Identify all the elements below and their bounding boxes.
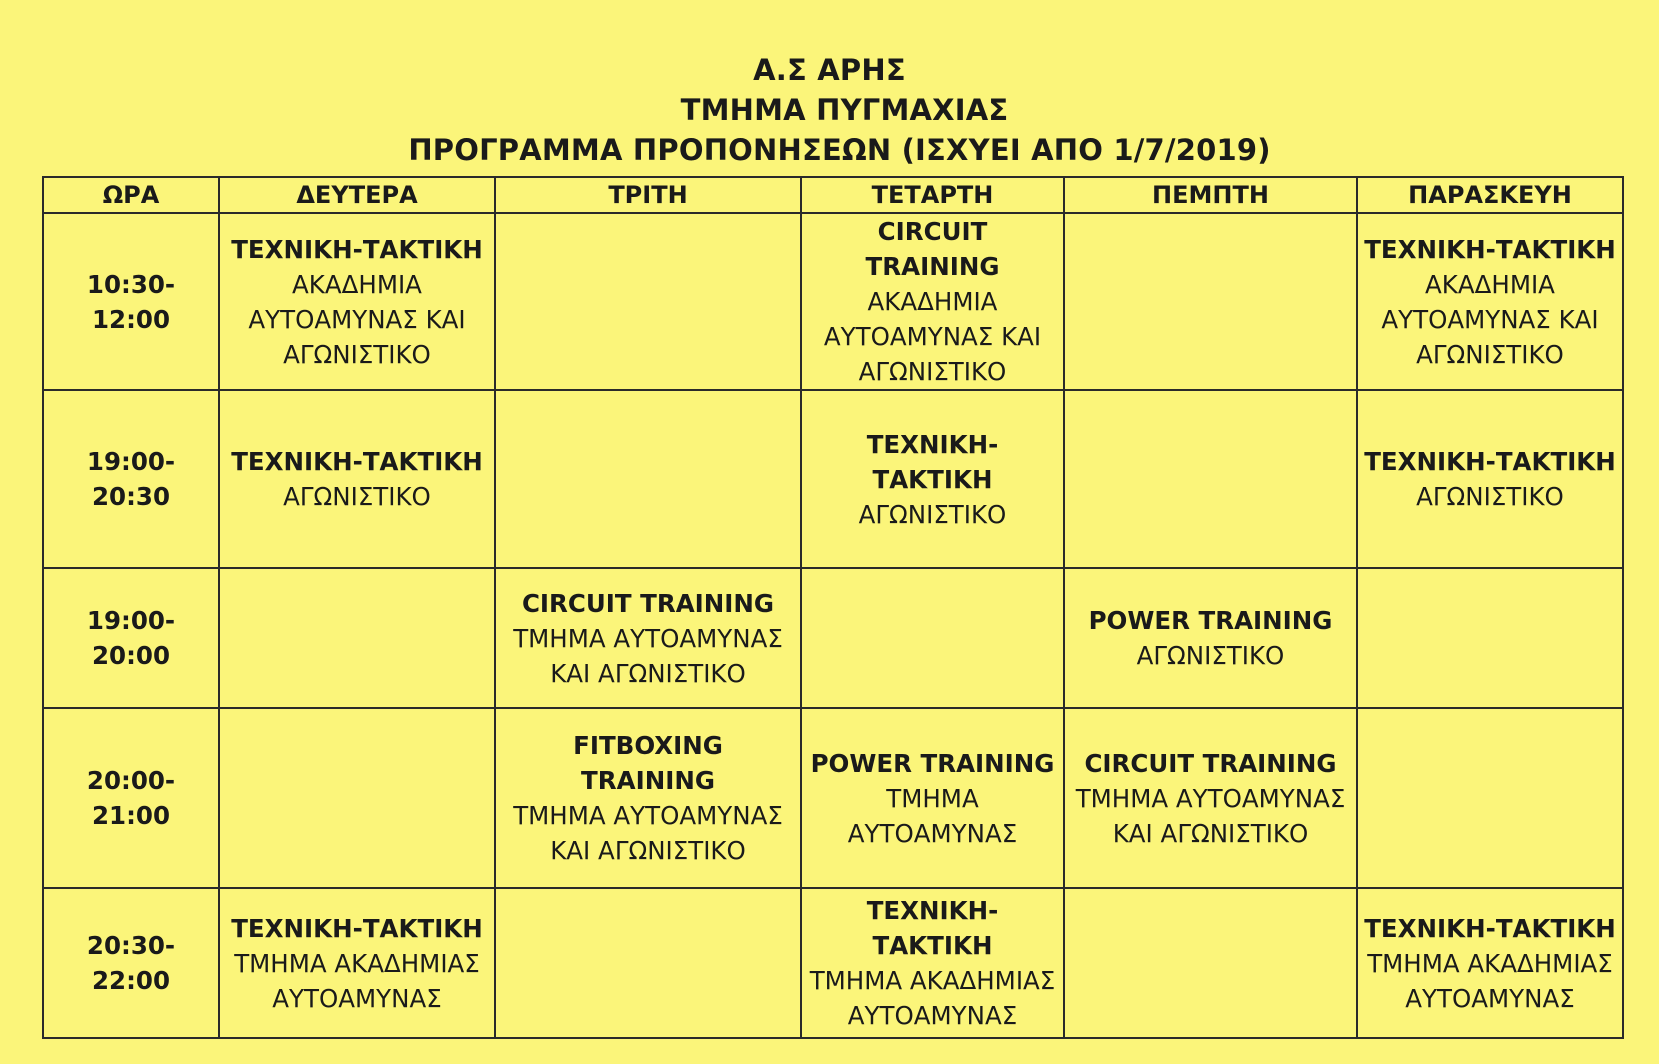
- table-row: [43, 888, 1623, 1038]
- schedule-cell: [1357, 708, 1623, 888]
- schedule-cell: [219, 213, 495, 390]
- activity-label: POWER TRAINING: [810, 748, 1055, 778]
- schedule-cell: [219, 390, 495, 568]
- schedule-cell: [219, 568, 495, 708]
- schedule-cell: [801, 888, 1064, 1038]
- schedule-cell: [495, 888, 801, 1038]
- schedule-cell: [1064, 213, 1357, 390]
- group-label: ΤΜΗΜΑ ΑΥΤΟΑΜΥΝΑΣ ΚΑΙ ΑΓΩΝΙΣΤΙΚΟ: [513, 801, 783, 865]
- group-label: ΤΜΗΜΑ ΑΚΑΔΗΜΙΑΣ ΑΥΤΟΑΜΥΝΑΣ: [234, 948, 480, 1013]
- time-cell: 19:00-20:30: [43, 390, 219, 568]
- group-label: ΤΜΗΜΑ ΑΥΤΟΑΜΥΝΑΣ ΚΑΙ ΑΓΩΝΙΣΤΙΚΟ: [513, 623, 783, 688]
- group-label: ΑΓΩΝΙΣΤΙΚΟ: [1416, 482, 1564, 511]
- column-header-tuesday: ΤΡΙΤΗ: [495, 177, 801, 213]
- time-cell: 19:00-20:00: [43, 568, 219, 708]
- group-label: ΤΜΗΜΑ ΑΚΑΔΗΜΙΑΣ ΑΥΤΟΑΜΥΝΑΣ: [809, 966, 1056, 1030]
- activity-label: ΤΕΧΝΙΚΗ-ΤΑΚΤΙΚΗ: [1364, 234, 1616, 264]
- group-label: ΑΚΑΔΗΜΙΑ ΑΥΤΟΑΜΥΝΑΣ ΚΑΙ ΑΓΩΝΙΣΤΙΚΟ: [823, 287, 1042, 386]
- schedule-cell: [495, 213, 801, 390]
- schedule-cell: [801, 708, 1064, 888]
- schedule-cell: [1357, 213, 1623, 390]
- activity-label: FITBOXING TRAINING: [573, 731, 723, 795]
- schedule-cell: [495, 390, 801, 568]
- table-row: [43, 568, 1623, 708]
- schedule-cell: [1357, 888, 1623, 1038]
- group-label: ΤΜΗΜΑ ΑΥΤΟΑΜΥΝΑΣ ΚΑΙ ΑΓΩΝΙΣΤΙΚΟ: [1075, 783, 1346, 848]
- table-header-row: [43, 177, 1623, 213]
- club-title: Α.Σ ΑΡΗΣ: [753, 53, 906, 87]
- schedule-cell: [219, 888, 495, 1038]
- schedule-cell: [1064, 888, 1357, 1038]
- department-title: ΤΜΗΜΑ ΠΥΓΜΑΧΙΑΣ: [680, 93, 1009, 127]
- schedule-cell: [1357, 568, 1623, 708]
- group-label: ΑΓΩΝΙΣΤΙΚΟ: [858, 499, 1007, 529]
- group-label: ΑΚΑΔΗΜΙΑ ΑΥΤΟΑΜΥΝΑΣ ΚΑΙ ΑΓΩΝΙΣΤΙΚΟ: [248, 269, 466, 369]
- group-label: ΑΚΑΔΗΜΙΑ ΑΥΤΟΑΜΥΝΑΣ ΚΑΙ ΑΓΩΝΙΣΤΙΚΟ: [1381, 269, 1599, 369]
- activity-label: CIRCUIT TRAINING: [865, 217, 1000, 281]
- schedule-cell: [801, 390, 1064, 568]
- activity-label: ΤΕΧΝΙΚΗ-ΤΑΚΤΙΚΗ: [231, 447, 483, 476]
- table-row: [43, 213, 1623, 390]
- schedule-cell: [801, 213, 1064, 390]
- column-header-friday: ΠΑΡΑΣΚΕΥΗ: [1357, 177, 1623, 213]
- training-schedule-table: [42, 176, 1624, 1039]
- activity-label: ΤΕΧΝΙΚΗ-ΤΑΚΤΙΚΗ: [231, 913, 483, 943]
- column-header-thursday: ΠΕΜΠΤΗ: [1064, 177, 1357, 213]
- activity-label: ΤΕΧΝΙΚΗ-ΤΑΚΤΙΚΗ: [866, 896, 999, 960]
- time-cell: 20:30-22:00: [43, 888, 219, 1038]
- schedule-cell: [495, 708, 801, 888]
- activity-label: ΤΕΧΝΙΚΗ-ΤΑΚΤΙΚΗ: [231, 234, 483, 264]
- schedule-cell: [495, 568, 801, 708]
- table-row: [43, 390, 1623, 568]
- activity-label: CIRCUIT TRAINING: [1084, 748, 1337, 778]
- activity-label: CIRCUIT TRAINING: [521, 588, 775, 618]
- time-cell: 10:30-12:00: [43, 213, 219, 390]
- document-header: [0, 50, 1659, 170]
- time-cell: 20:00-21:00: [43, 708, 219, 888]
- activity-label: POWER TRAINING: [1088, 606, 1333, 635]
- group-label: ΤΜΗΜΑ ΑΥΤΟΑΜΥΝΑΣ: [847, 783, 1018, 848]
- schedule-cell: [1064, 390, 1357, 568]
- column-header-monday: ΔΕΥΤΕΡΑ: [219, 177, 495, 213]
- schedule-cell: [1064, 708, 1357, 888]
- column-header-wednesday: ΤΕΤΑΡΤΗ: [801, 177, 1064, 213]
- group-label: ΑΓΩΝΙΣΤΙΚΟ: [283, 482, 431, 511]
- group-label: ΑΓΩΝΙΣΤΙΚΟ: [1136, 641, 1285, 670]
- schedule-cell: [219, 708, 495, 888]
- activity-label: ΤΕΧΝΙΚΗ-ΤΑΚΤΙΚΗ: [1364, 447, 1616, 476]
- activity-label: ΤΕΧΝΙΚΗ-ΤΑΚΤΙΚΗ: [1364, 913, 1616, 943]
- schedule-cell: [1064, 568, 1357, 708]
- schedule-title: ΠΡΟΓΡΑΜΜΑ ΠΡΟΠΟΝΗΣΕΩΝ (ΙΣΧΥΕΙ ΑΠΟ 1/7/2019): [408, 133, 1271, 167]
- schedule-cell: [801, 568, 1064, 708]
- column-header-time: ΩΡΑ: [43, 177, 219, 213]
- table-row: [43, 708, 1623, 888]
- group-label: ΤΜΗΜΑ ΑΚΑΔΗΜΙΑΣ ΑΥΤΟΑΜΥΝΑΣ: [1367, 948, 1613, 1013]
- activity-label: ΤΕΧΝΙΚΗ-ΤΑΚΤΙΚΗ: [866, 429, 999, 494]
- schedule-cell: [1357, 390, 1623, 568]
